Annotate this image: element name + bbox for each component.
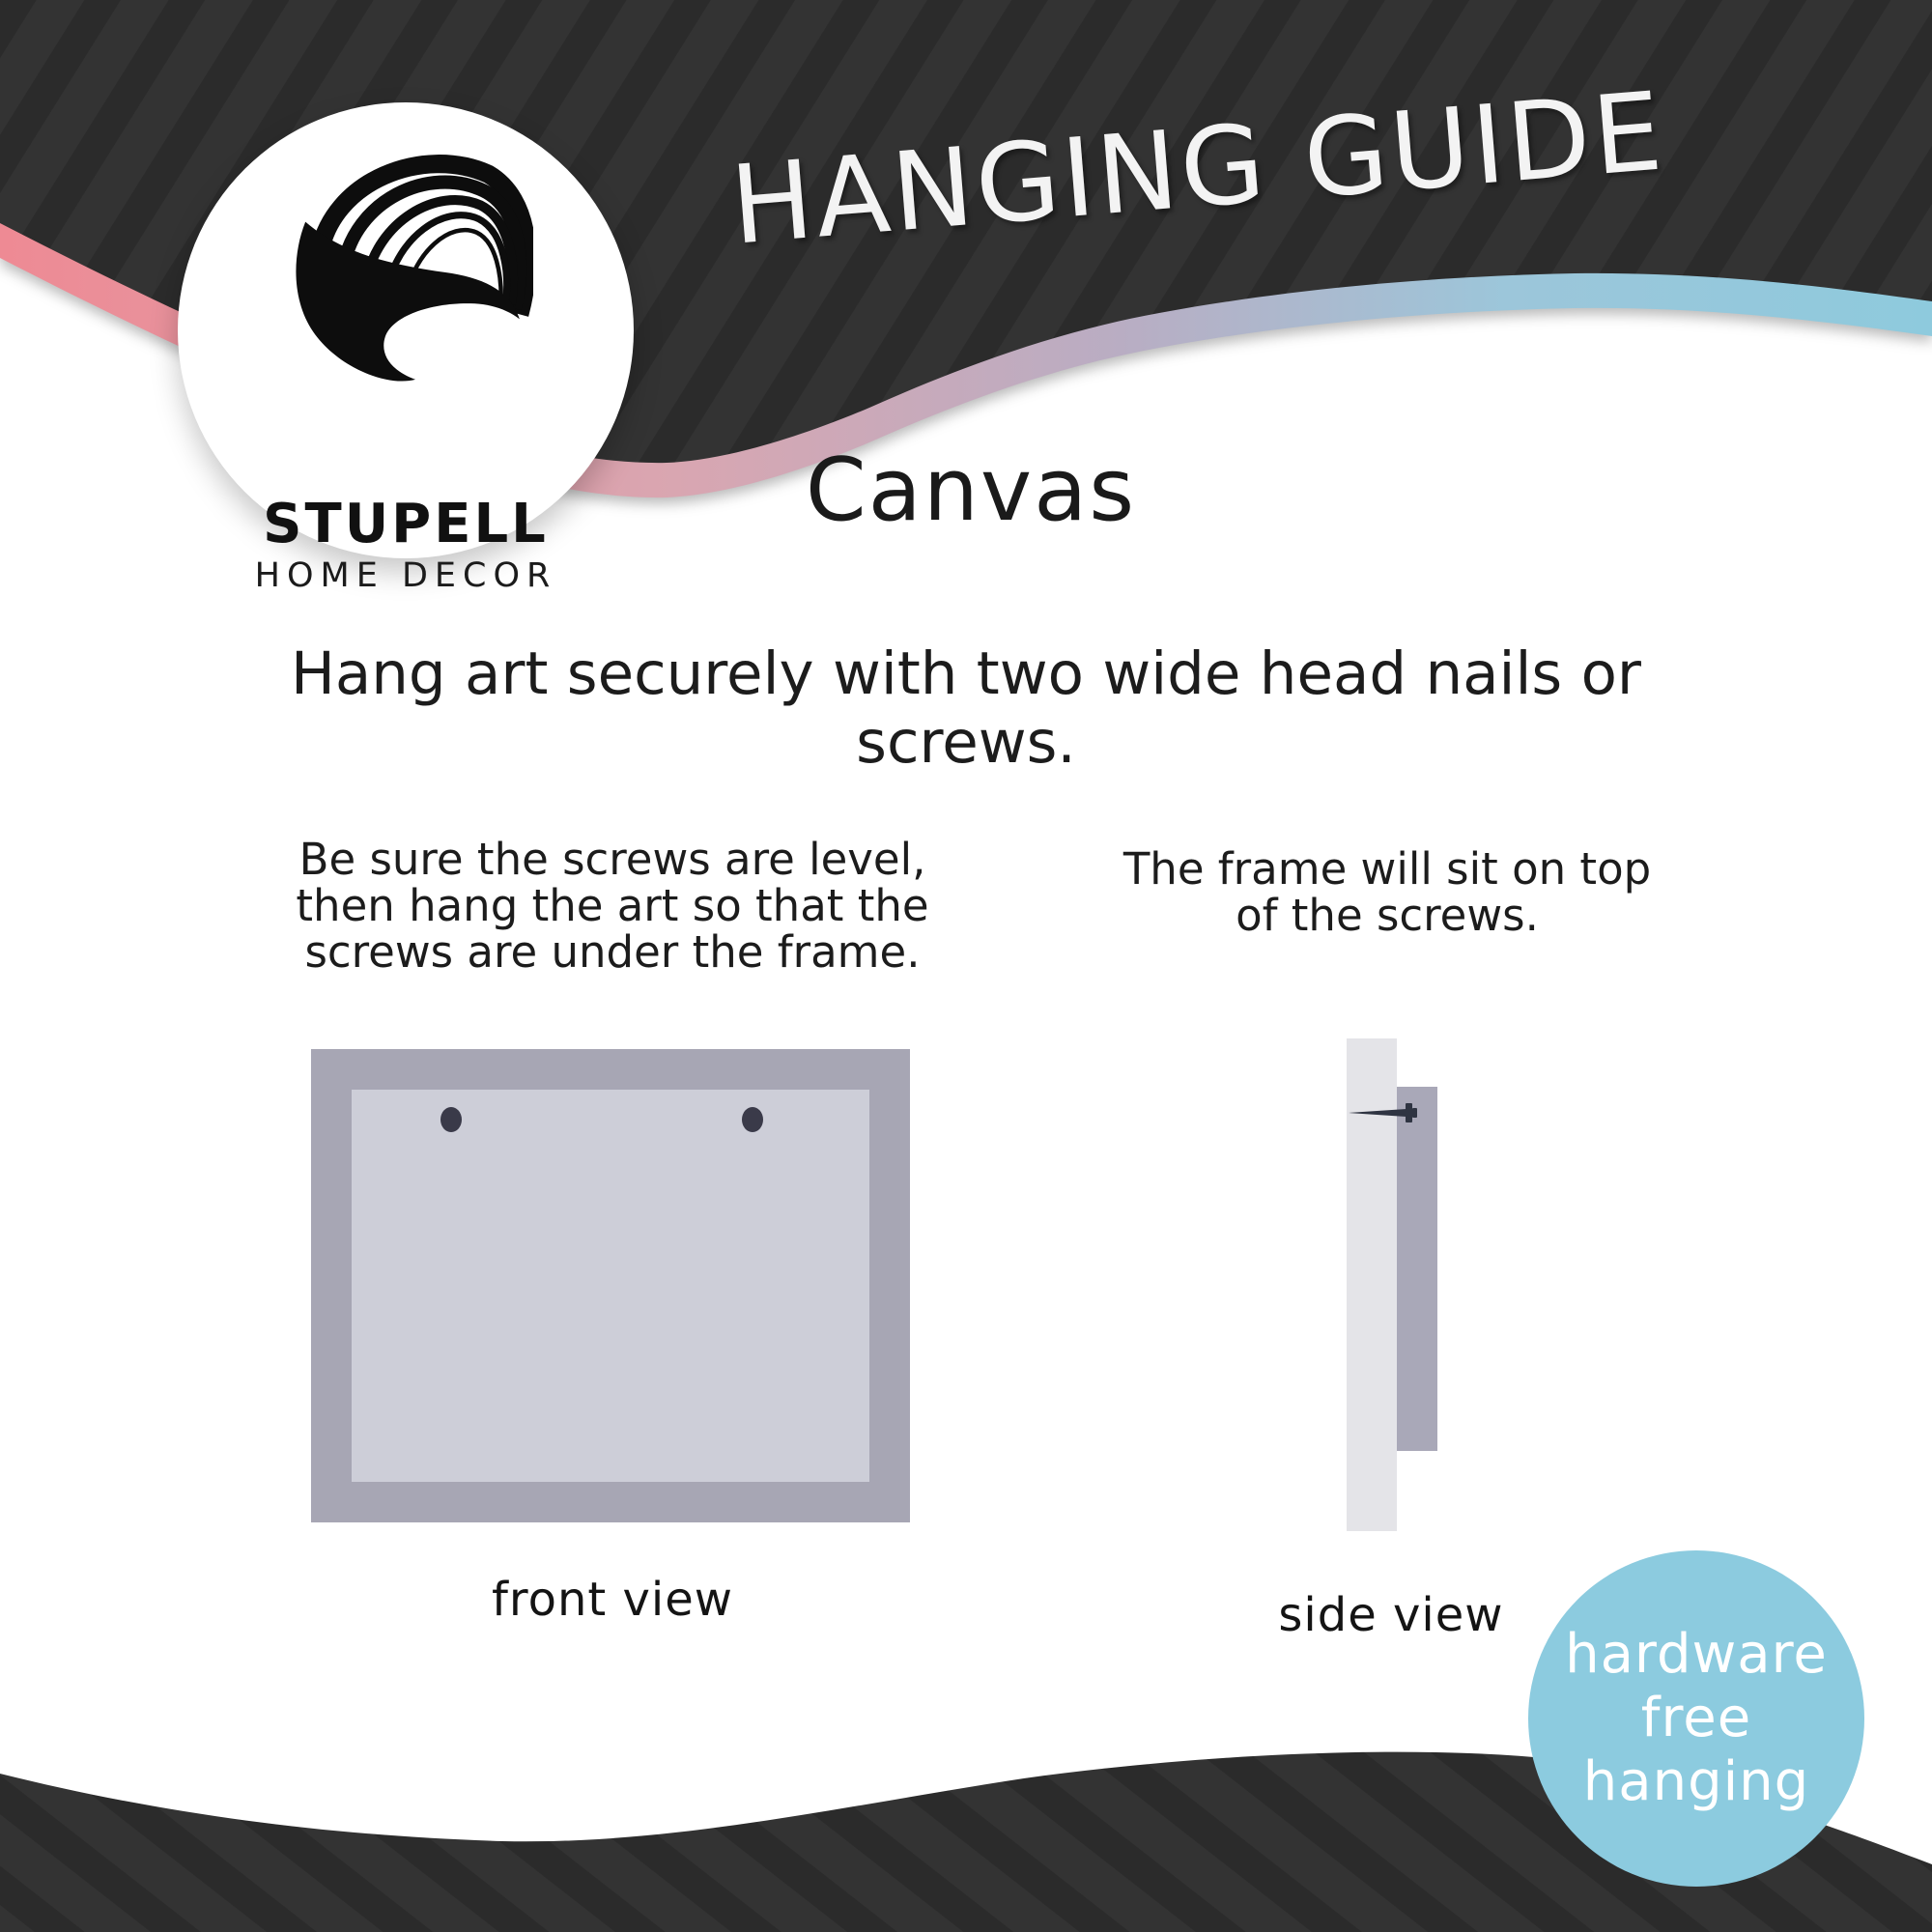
side-view-caption: side view	[1278, 1588, 1504, 1642]
page-subtitle: Hang art securely with two wide head nails or screws.	[291, 639, 1641, 777]
stupell-s-swirl-logo-icon	[290, 143, 533, 396]
screw-dot-icon	[440, 1107, 462, 1132]
side-view-canvas-edge	[1397, 1087, 1437, 1451]
instruction-line: The frame will sit on top	[1122, 843, 1652, 895]
instruction-line: then hang the art so that the	[296, 880, 929, 931]
front-view-frame-diagram	[311, 1049, 910, 1522]
front-view-instructions	[226, 834, 999, 978]
side-view-instructions	[1001, 843, 1774, 941]
badge-line: hanging	[1582, 1750, 1810, 1813]
badge-line: free	[1640, 1687, 1752, 1749]
front-view-caption: front view	[492, 1573, 733, 1627]
badge-text	[1565, 1623, 1828, 1814]
instruction-line: of the screws.	[1236, 890, 1539, 941]
instruction-line: screws are under the frame.	[304, 926, 921, 978]
screw-dot-icon	[742, 1107, 763, 1132]
page-header-title: HANGING GUIDE	[726, 69, 1669, 270]
badge-line: hardware	[1565, 1623, 1828, 1686]
nail-icon	[1349, 1101, 1424, 1124]
brand-tagline: HOME DECOR	[254, 556, 557, 595]
instruction-line: Be sure the screws are level,	[298, 834, 926, 885]
page-title: Canvas	[805, 440, 1137, 541]
brand-name: STUPELL	[263, 493, 549, 555]
canvas-surface	[352, 1090, 869, 1482]
hardware-free-badge	[1528, 1550, 1864, 1887]
